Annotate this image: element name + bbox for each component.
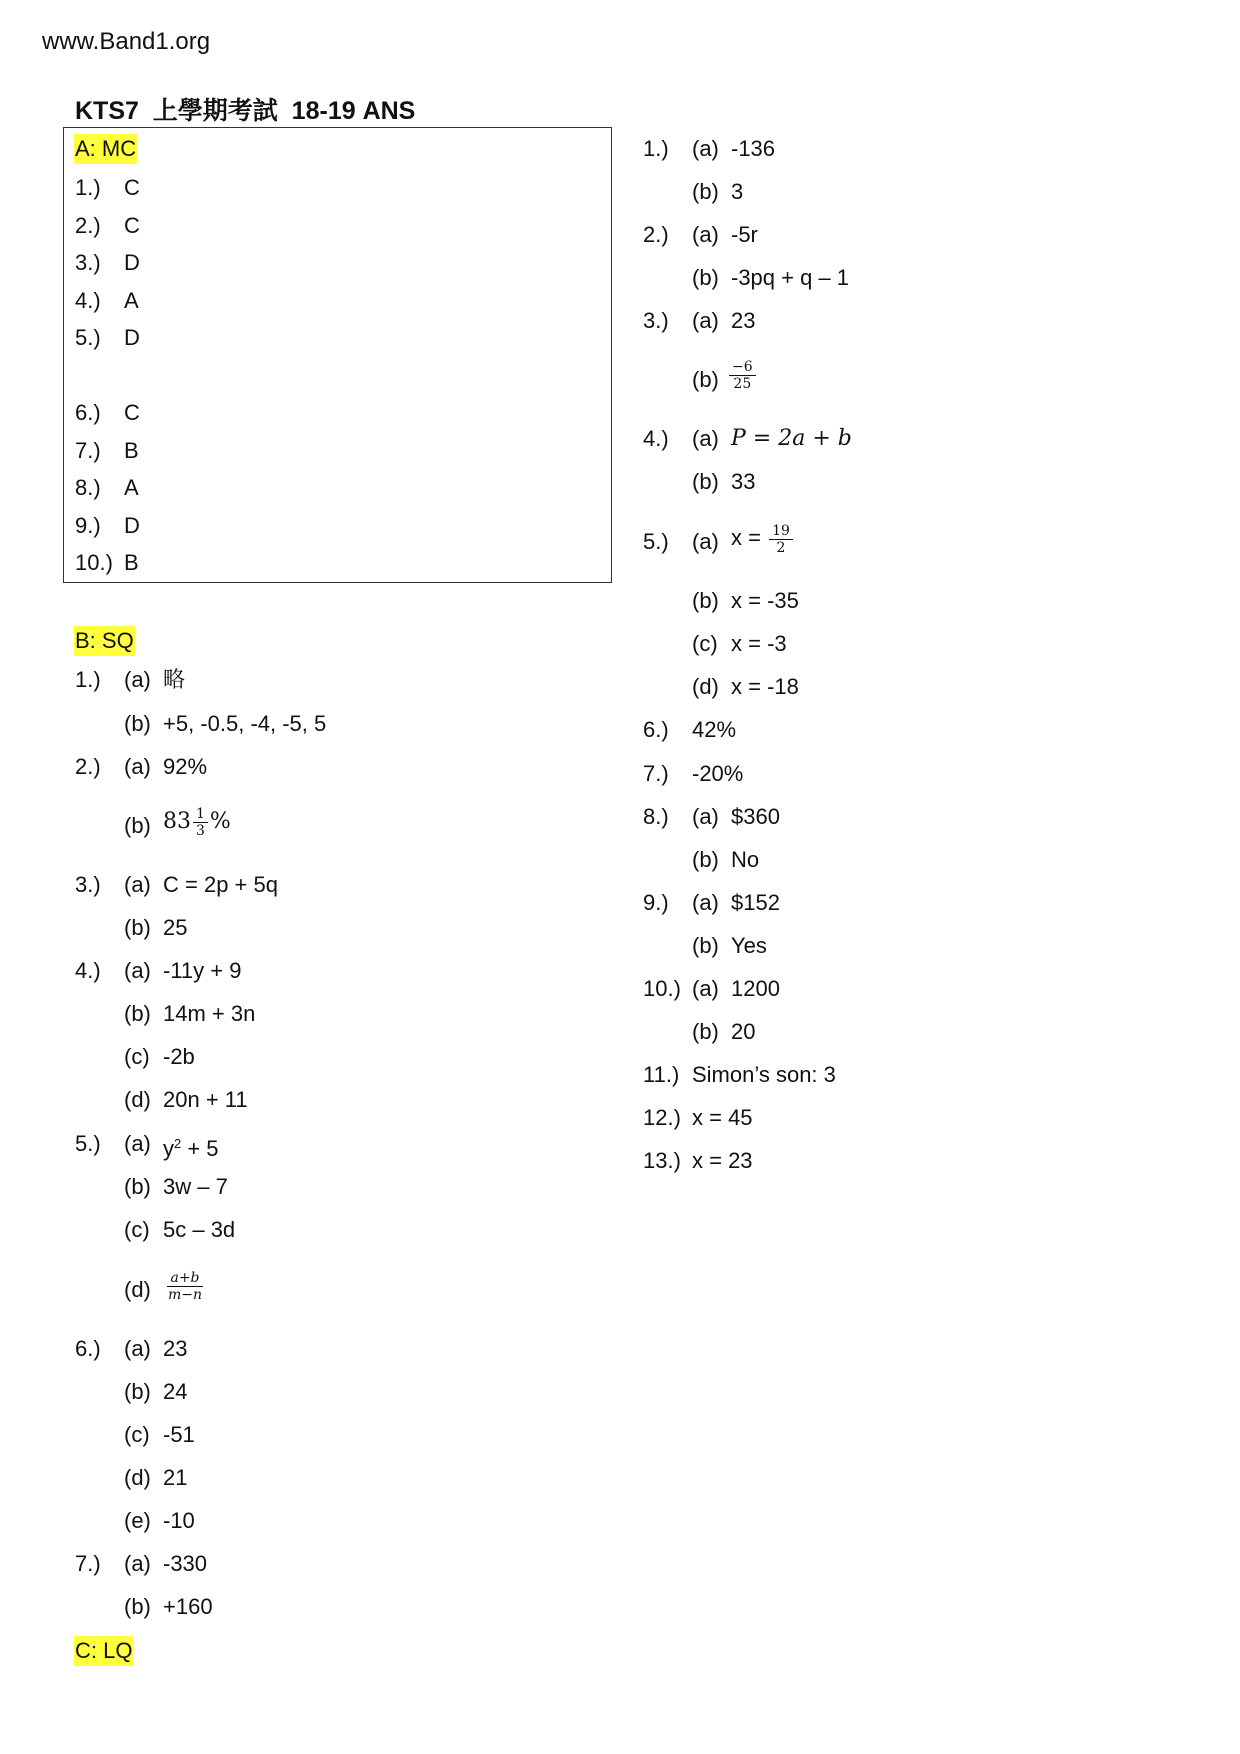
- sq-answer: +5, -0.5, -4, -5, 5: [163, 711, 327, 736]
- section-b-heading: B: SQ: [74, 626, 135, 656]
- part-label: (a): [692, 529, 719, 554]
- sq-answer: -2b: [163, 1044, 195, 1069]
- lq-number: 2.): [643, 222, 669, 247]
- part-label: (b): [692, 847, 719, 872]
- lq-answer: -136: [731, 136, 776, 161]
- part-label: (a): [124, 754, 151, 779]
- sq-answer: 24: [163, 1379, 188, 1404]
- lq-answer: x = -3: [731, 631, 787, 656]
- part-label: (d): [124, 1277, 151, 1302]
- part-label: (a): [124, 958, 151, 983]
- equation-prefix: x =: [731, 525, 761, 550]
- numerator: a+b: [167, 1270, 202, 1287]
- mc-number: 1.): [75, 175, 101, 200]
- denominator: 2: [776, 539, 786, 556]
- part-label: (a): [692, 890, 719, 915]
- part-label: (b): [124, 915, 151, 940]
- lq-number: 8.): [643, 804, 669, 829]
- remainder: + 5: [181, 1136, 219, 1161]
- denominator: 25: [733, 375, 752, 392]
- lq-answer: No: [731, 847, 760, 872]
- part-label: (a): [692, 222, 719, 247]
- numerator: 1: [193, 806, 208, 823]
- lq-answer: Yes: [731, 933, 767, 958]
- part-label: (c): [692, 631, 718, 656]
- mc-number: 8.): [75, 475, 101, 500]
- sq-number: 2.): [75, 754, 101, 779]
- part-label: (d): [124, 1465, 151, 1490]
- mc-number: 4.): [75, 288, 101, 313]
- part-label: (b): [124, 1379, 151, 1404]
- base: y: [163, 1136, 174, 1161]
- part-label: (a): [124, 1336, 151, 1361]
- part-label: (b): [692, 265, 719, 290]
- part-label: (b): [692, 933, 719, 958]
- numerator: 19: [769, 523, 793, 540]
- part-label: (a): [124, 1131, 151, 1156]
- lq-number: 9.): [643, 890, 669, 915]
- sq-answer: 20n + 11: [163, 1087, 248, 1112]
- part-label: (c): [124, 1422, 150, 1447]
- lq-answer: 42%: [692, 717, 737, 742]
- sq-answer: 略: [163, 667, 186, 692]
- section-c-heading: C: LQ: [74, 1636, 133, 1666]
- denominator: m−n: [168, 1286, 203, 1303]
- lq-answer: $360: [731, 804, 780, 829]
- denominator: 3: [196, 822, 205, 839]
- part-label: (b): [692, 367, 719, 392]
- lq-number: 5.): [643, 529, 669, 554]
- mc-answer: C: [124, 400, 140, 425]
- mc-answer: A: [124, 288, 139, 313]
- sq-number: 7.): [75, 1551, 101, 1576]
- part-label: (b): [692, 588, 719, 613]
- part-label: (a): [692, 426, 719, 451]
- sq-number: 5.): [75, 1131, 101, 1156]
- sq-number: 6.): [75, 1336, 101, 1361]
- mc-answer: B: [124, 550, 139, 575]
- lq-answer: 23: [731, 308, 756, 333]
- part-label: (a): [692, 804, 719, 829]
- sq-answer-mixed-fraction: [163, 800, 231, 844]
- sq-answer: [163, 1130, 219, 1163]
- lq-answer: 20: [731, 1019, 756, 1044]
- whole-part: 83: [163, 809, 191, 834]
- lq-answer-formula: P = 2a + b: [731, 426, 852, 451]
- lq-answer: x = 23: [692, 1148, 753, 1173]
- part-label: (e): [124, 1508, 151, 1533]
- lq-number: 12.): [643, 1105, 681, 1130]
- fraction: [769, 523, 793, 556]
- lq-answer: 33: [731, 469, 756, 494]
- mc-answer: A: [124, 475, 139, 500]
- lq-number: 4.): [643, 426, 669, 451]
- sq-number: 1.): [75, 667, 101, 692]
- sq-answer-fraction: [163, 1264, 207, 1308]
- part-label: (a): [692, 976, 719, 1001]
- part-label: (d): [124, 1087, 151, 1112]
- lq-answer: -3pq + q – 1: [731, 265, 850, 290]
- lq-answer-fraction: [727, 353, 758, 397]
- part-label: (b): [124, 1001, 151, 1026]
- sq-answer: -11y + 9: [163, 958, 242, 983]
- lq-number: 7.): [643, 761, 669, 786]
- lq-number: 6.): [643, 717, 669, 742]
- sq-answer: 23: [163, 1336, 188, 1361]
- mc-answer: D: [124, 513, 140, 538]
- part-label: (d): [692, 674, 719, 699]
- lq-number: 11.): [643, 1062, 680, 1087]
- sq-answer: C = 2p + 5q: [163, 872, 278, 897]
- lq-number: 3.): [643, 308, 669, 333]
- sq-answer: 25: [163, 915, 188, 940]
- lq-answer: 3: [731, 179, 744, 204]
- part-label: (a): [692, 308, 719, 333]
- fraction: [729, 359, 756, 392]
- part-label: (b): [692, 179, 719, 204]
- section-a-heading: A: MC: [74, 134, 137, 164]
- mc-answer: C: [124, 213, 140, 238]
- fraction: [193, 806, 208, 839]
- mc-number: 3.): [75, 250, 101, 275]
- sq-answer: +160: [163, 1594, 213, 1619]
- sq-answer: -330: [163, 1551, 208, 1576]
- mc-number: 7.): [75, 438, 101, 463]
- sq-answer: -10: [163, 1508, 195, 1533]
- part-label: (a): [124, 1551, 151, 1576]
- mc-answer: D: [124, 250, 140, 275]
- sq-answer: 14m + 3n: [163, 1001, 256, 1026]
- mc-answer: C: [124, 175, 140, 200]
- lq-answer: Simon’s son: 3: [692, 1062, 836, 1087]
- percent-sign: %: [209, 809, 231, 834]
- sq-number: 3.): [75, 872, 101, 897]
- lq-answer: 1200: [731, 976, 780, 1001]
- mc-answer: D: [124, 325, 140, 350]
- mc-answer-box: [63, 127, 612, 583]
- lq-answer: -20%: [692, 761, 744, 786]
- page-title: KTS7 上學期考試 18-19 ANS: [75, 97, 416, 125]
- sq-answer: -51: [163, 1422, 195, 1447]
- exponent: 2: [174, 1136, 182, 1151]
- mc-number: 2.): [75, 213, 101, 238]
- part-label: (c): [124, 1044, 150, 1069]
- lq-answer-fraction: [731, 516, 795, 560]
- part-label: (b): [692, 469, 719, 494]
- sq-number: 4.): [75, 958, 101, 983]
- part-label: (b): [124, 711, 151, 736]
- lq-answer: $152: [731, 890, 780, 915]
- sq-answer: 3w – 7: [163, 1174, 228, 1199]
- site-url: www.Band1.org: [42, 28, 211, 55]
- mc-answer: B: [124, 438, 139, 463]
- part-label: (b): [124, 813, 151, 838]
- lq-answer: -5r: [731, 222, 758, 247]
- mc-number: 6.): [75, 400, 101, 425]
- part-label: (c): [124, 1217, 150, 1242]
- lq-answer: x = 45: [692, 1105, 753, 1130]
- lq-number: 1.): [643, 136, 669, 161]
- numerator: −6: [729, 359, 756, 376]
- part-label: (a): [124, 872, 151, 897]
- sq-answer: 92%: [163, 754, 208, 779]
- part-label: (b): [124, 1174, 151, 1199]
- lq-number: 13.): [643, 1148, 681, 1173]
- part-label: (b): [692, 1019, 719, 1044]
- lq-number: 10.): [643, 976, 681, 1001]
- sq-answer: 5c – 3d: [163, 1217, 236, 1242]
- sq-answer: 21: [163, 1465, 188, 1490]
- part-label: (a): [692, 136, 719, 161]
- part-label: (b): [124, 1594, 151, 1619]
- mc-number: 5.): [75, 325, 101, 350]
- mc-number: 10.): [75, 550, 113, 575]
- fraction: [165, 1270, 205, 1303]
- lq-answer: x = -35: [731, 588, 799, 613]
- lq-answer: x = -18: [731, 674, 799, 699]
- mc-number: 9.): [75, 513, 101, 538]
- part-label: (a): [124, 667, 151, 692]
